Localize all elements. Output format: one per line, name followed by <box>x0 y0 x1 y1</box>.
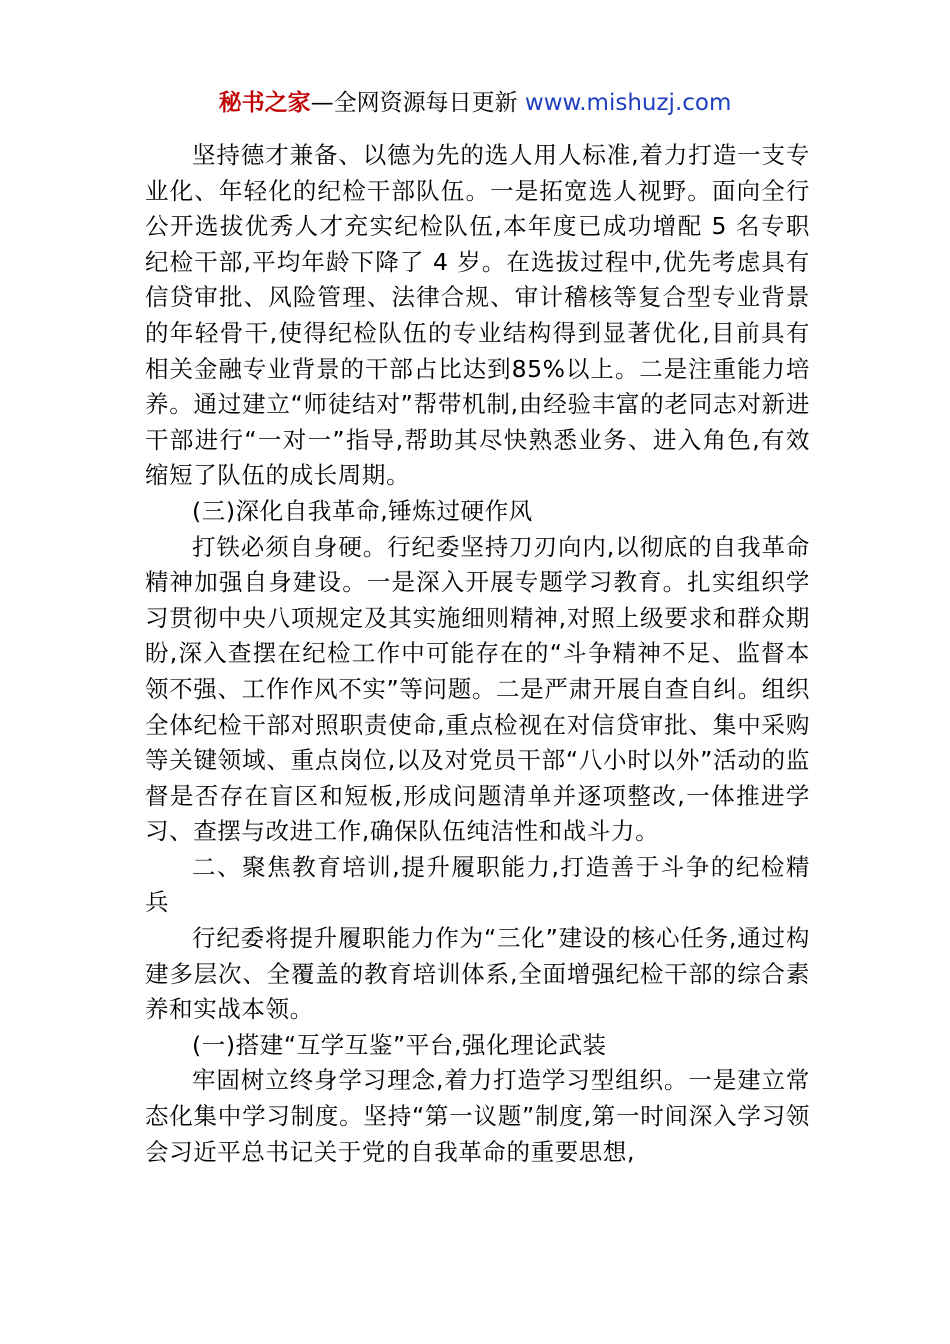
site-tagline: —全网资源每日更新 <box>310 90 525 116</box>
document-body <box>145 138 810 1170</box>
site-url-link[interactable]: www.mishuzj.com <box>524 90 732 116</box>
section-heading-self-revolution: (三)深化自我革命,锤炼过硬作风 <box>192 496 533 525</box>
site-brand: 秘书之家 <box>218 90 311 116</box>
site-header <box>0 86 950 120</box>
paragraph-lifelong-learning: 牢固树立终身学习理念,着力打造学习型组织。一是建立常态化集中学习制度。坚持“第一议题”制度,第一时间深入学习领会习近平总书记关于党的自我革命的重要思想, <box>145 1066 810 1166</box>
section-heading-education-training: 二、聚焦教育培训,提升履职能力,打造善于斗争的纪检精兵 <box>145 852 810 917</box>
paragraph-cadre-selection: 坚持德才兼备、以德为先的选人用人标准,着力打造一支专业化、年轻化的纪检干部队伍。一是拓宽选人视野。面向全行公开选拔优秀人才充实纪检队伍,本年度已成功增配 5 名专职纪检干部,平均年龄下降了 4 岁。在选拔过程中,优先考虑具有信贷审批、风险管理、法律合规、审计稽核等复合型专业背景的年轻骨干,使得纪检队伍的专业结构得到显著优化,目前具有相关金融专业背景的干部占比达到85%以上。二是注重能力培养。通过建立“师徒结对”帮带机制,由经验丰富的老同志对新进干部进行“一对一”指导,帮助其尽快熟悉业务、进入角色,有效缩短了队伍的成长周期。 <box>145 141 810 490</box>
paragraph-self-revolution: 打铁必须自身硬。行纪委坚持刀刃向内,以彻底的自我革命精神加强自身建设。一是深入开展专题学习教育。扎实组织学习贯彻中央八项规定及其实施细则精神,对照上级要求和群众期盼,深入查摆在纪检工作中可能存在的“斗争精神不足、监督本领不强、工作作风不实”等问题。二是严肃开展自查自纠。组织全体纪检干部对照职责使命,重点检视在对信贷审批、集中采购等关键领域、重点岗位,以及对党员干部“八小时以外”活动的监督是否存在盲区和短板,形成问题清单并逐项整改,一体推进学习、查摆与改进工作,确保队伍纯洁性和战斗力。 <box>145 532 810 846</box>
section-heading-mutual-learning: (一)搭建“互学互鉴”平台,强化理论武装 <box>192 1030 607 1059</box>
paragraph-training-intro: 行纪委将提升履职能力作为“三化”建设的核心任务,通过构建多层次、全覆盖的教育培训体系,全面增强纪检干部的综合素养和实战本领。 <box>145 924 810 1024</box>
